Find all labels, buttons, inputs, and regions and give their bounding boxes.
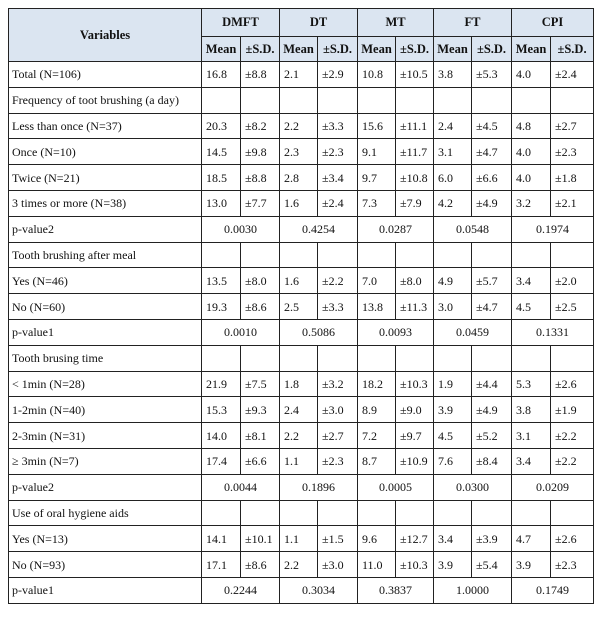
mean-cell: 3.2: [512, 190, 551, 216]
mean-cell: 15.6: [358, 113, 396, 139]
sd-cell: ±5.4: [472, 552, 512, 578]
sd-cell: ±5.7: [472, 268, 512, 294]
table-row: [9, 190, 594, 216]
mean-cell: 2.2: [280, 552, 318, 578]
mean-cell: 1.1: [280, 526, 318, 552]
sd-header: ±S.D.: [241, 37, 280, 62]
empty-cell: [551, 87, 594, 113]
row-label: ≥ 3min (N=7): [9, 448, 202, 474]
empty-cell: [202, 87, 241, 113]
sd-cell: ±2.3: [551, 552, 594, 578]
row-label: 3 times or more (N=38): [9, 190, 202, 216]
sd-cell: ±2.1: [551, 190, 594, 216]
empty-cell: [241, 242, 280, 268]
empty-cell: [472, 500, 512, 526]
sd-cell: ±4.4: [472, 371, 512, 397]
empty-cell: [280, 345, 318, 371]
sd-cell: ±3.3: [318, 113, 358, 139]
empty-cell: [202, 345, 241, 371]
p-value-cell: 0.1974: [512, 216, 594, 242]
sd-cell: ±1.9: [551, 397, 594, 423]
table-row: [9, 165, 594, 191]
sd-cell: ±10.5: [396, 62, 434, 88]
mean-header: Mean: [280, 37, 318, 62]
mean-cell: 16.8: [202, 62, 241, 88]
sd-cell: ±3.0: [318, 397, 358, 423]
empty-cell: [434, 242, 472, 268]
mean-cell: 2.8: [280, 165, 318, 191]
empty-cell: [434, 500, 472, 526]
mean-cell: 13.5: [202, 268, 241, 294]
empty-cell: [396, 242, 434, 268]
table-row: [9, 113, 594, 139]
empty-cell: [358, 345, 396, 371]
mean-cell: 1.6: [280, 268, 318, 294]
p-value-cell: 0.0548: [434, 216, 512, 242]
empty-cell: [551, 242, 594, 268]
sd-cell: ±7.7: [241, 190, 280, 216]
section-row: [9, 345, 594, 371]
sd-cell: ±2.2: [318, 268, 358, 294]
mean-cell: 2.4: [434, 113, 472, 139]
sd-cell: ±9.7: [396, 423, 434, 449]
mean-cell: 7.2: [358, 423, 396, 449]
mean-header: Mean: [512, 37, 551, 62]
sd-cell: ±2.2: [551, 448, 594, 474]
group-header-dmft: DMFT: [202, 9, 280, 37]
sd-cell: ±2.2: [551, 423, 594, 449]
empty-cell: [280, 87, 318, 113]
sd-cell: ±1.5: [318, 526, 358, 552]
row-label: Yes (N=13): [9, 526, 202, 552]
p-value-row: [9, 319, 594, 345]
empty-cell: [358, 500, 396, 526]
group-header-mt: MT: [358, 9, 434, 37]
table-row: [9, 62, 594, 88]
p-value-cell: 0.1896: [280, 474, 358, 500]
header-row-groups: [9, 9, 594, 37]
mean-cell: 11.0: [358, 552, 396, 578]
row-label: Yes (N=46): [9, 268, 202, 294]
p-value-cell: 0.0030: [202, 216, 280, 242]
sd-header: ±S.D.: [472, 37, 512, 62]
mean-cell: 18.2: [358, 371, 396, 397]
sd-cell: ±2.7: [318, 423, 358, 449]
empty-cell: [472, 242, 512, 268]
mean-cell: 7.3: [358, 190, 396, 216]
sd-cell: ±9.3: [241, 397, 280, 423]
sd-cell: ±4.5: [472, 113, 512, 139]
empty-cell: [202, 500, 241, 526]
table-body: [9, 62, 594, 604]
mean-cell: 13.8: [358, 294, 396, 320]
sd-cell: ±4.9: [472, 397, 512, 423]
sd-cell: ±2.3: [318, 139, 358, 165]
empty-cell: [241, 345, 280, 371]
p-value-cell: 0.1749: [512, 577, 594, 603]
sd-cell: ±8.8: [241, 165, 280, 191]
table-row: [9, 139, 594, 165]
sd-cell: ±4.7: [472, 294, 512, 320]
sd-cell: ±3.3: [318, 294, 358, 320]
mean-cell: 2.3: [280, 139, 318, 165]
row-label: Once (N=10): [9, 139, 202, 165]
table-row: [9, 268, 594, 294]
section-row: [9, 87, 594, 113]
sd-cell: ±3.9: [472, 526, 512, 552]
empty-cell: [512, 242, 551, 268]
sd-cell: ±12.7: [396, 526, 434, 552]
empty-cell: [280, 500, 318, 526]
table-row: [9, 448, 594, 474]
mean-cell: 2.5: [280, 294, 318, 320]
mean-cell: 4.0: [512, 139, 551, 165]
sd-cell: ±8.6: [241, 552, 280, 578]
mean-cell: 3.8: [512, 397, 551, 423]
mean-cell: 17.1: [202, 552, 241, 578]
mean-cell: 19.3: [202, 294, 241, 320]
p-value-label: p-value2: [9, 474, 202, 500]
mean-cell: 3.9: [434, 397, 472, 423]
mean-cell: 20.3: [202, 113, 241, 139]
p-value-cell: 0.1331: [512, 319, 594, 345]
row-label: Total (N=106): [9, 62, 202, 88]
empty-cell: [512, 500, 551, 526]
p-value-cell: 0.0209: [512, 474, 594, 500]
sd-cell: ±8.1: [241, 423, 280, 449]
empty-cell: [318, 500, 358, 526]
sd-cell: ±10.3: [396, 552, 434, 578]
mean-cell: 2.4: [280, 397, 318, 423]
empty-cell: [396, 500, 434, 526]
group-header-cpi: CPI: [512, 9, 594, 37]
mean-cell: 18.5: [202, 165, 241, 191]
p-value-cell: 0.3034: [280, 577, 358, 603]
sd-cell: ±2.7: [551, 113, 594, 139]
row-label: 2-3min (N=31): [9, 423, 202, 449]
empty-cell: [434, 345, 472, 371]
p-value-label: p-value1: [9, 319, 202, 345]
sd-cell: ±6.6: [241, 448, 280, 474]
mean-cell: 4.5: [512, 294, 551, 320]
sd-header: ±S.D.: [318, 37, 358, 62]
group-header-dt: DT: [280, 9, 358, 37]
mean-cell: 14.1: [202, 526, 241, 552]
mean-cell: 14.0: [202, 423, 241, 449]
section-row: [9, 500, 594, 526]
empty-cell: [318, 242, 358, 268]
p-value-cell: 0.0093: [358, 319, 434, 345]
sd-cell: ±8.4: [472, 448, 512, 474]
row-label: No (N=93): [9, 552, 202, 578]
row-label: No (N=60): [9, 294, 202, 320]
sd-cell: ±2.6: [551, 526, 594, 552]
section-label: Tooth brusing time: [9, 345, 202, 371]
p-value-cell: 0.3837: [358, 577, 434, 603]
mean-cell: 15.3: [202, 397, 241, 423]
sd-cell: ±8.0: [241, 268, 280, 294]
empty-cell: [512, 345, 551, 371]
table-row: [9, 397, 594, 423]
mean-cell: 4.0: [512, 62, 551, 88]
mean-cell: 1.8: [280, 371, 318, 397]
p-value-cell: 0.0044: [202, 474, 280, 500]
sd-cell: ±2.4: [318, 190, 358, 216]
sd-cell: ±2.0: [551, 268, 594, 294]
sd-header: ±S.D.: [396, 37, 434, 62]
empty-cell: [434, 87, 472, 113]
empty-cell: [241, 500, 280, 526]
p-value-cell: 0.0005: [358, 474, 434, 500]
sd-cell: ±3.0: [318, 552, 358, 578]
mean-header: Mean: [434, 37, 472, 62]
table-row: [9, 294, 594, 320]
mean-cell: 3.9: [512, 552, 551, 578]
p-value-cell: 0.5086: [280, 319, 358, 345]
sd-cell: ±8.6: [241, 294, 280, 320]
sd-cell: ±9.0: [396, 397, 434, 423]
row-label: < 1min (N=28): [9, 371, 202, 397]
sd-header: ±S.D.: [551, 37, 594, 62]
empty-cell: [551, 500, 594, 526]
sd-cell: ±11.3: [396, 294, 434, 320]
sd-cell: ±2.6: [551, 371, 594, 397]
empty-cell: [280, 242, 318, 268]
sd-cell: ±10.9: [396, 448, 434, 474]
p-value-label: p-value1: [9, 577, 202, 603]
sd-cell: ±10.3: [396, 371, 434, 397]
sd-cell: ±2.3: [318, 448, 358, 474]
mean-cell: 3.4: [434, 526, 472, 552]
empty-cell: [202, 242, 241, 268]
sd-cell: ±4.9: [472, 190, 512, 216]
mean-cell: 3.1: [434, 139, 472, 165]
sd-cell: ±2.4: [551, 62, 594, 88]
empty-cell: [551, 345, 594, 371]
mean-header: Mean: [358, 37, 396, 62]
table-container: [8, 8, 594, 604]
group-header-ft: FT: [434, 9, 512, 37]
p-value-cell: 0.0459: [434, 319, 512, 345]
mean-cell: 21.9: [202, 371, 241, 397]
p-value-cell: 0.2244: [202, 577, 280, 603]
mean-cell: 3.9: [434, 552, 472, 578]
mean-cell: 3.4: [512, 268, 551, 294]
mean-cell: 2.2: [280, 113, 318, 139]
p-value-cell: 0.4254: [280, 216, 358, 242]
sd-cell: ±10.1: [241, 526, 280, 552]
sd-cell: ±8.2: [241, 113, 280, 139]
empty-cell: [396, 87, 434, 113]
empty-cell: [358, 87, 396, 113]
table-row: [9, 423, 594, 449]
table-row: [9, 371, 594, 397]
p-value-label: p-value2: [9, 216, 202, 242]
mean-cell: 4.9: [434, 268, 472, 294]
sd-cell: ±2.9: [318, 62, 358, 88]
row-label: 1-2min (N=40): [9, 397, 202, 423]
mean-cell: 5.3: [512, 371, 551, 397]
section-label: Use of oral hygiene aids: [9, 500, 202, 526]
section-label: Tooth brushing after meal: [9, 242, 202, 268]
p-value-cell: 0.0010: [202, 319, 280, 345]
mean-cell: 3.4: [512, 448, 551, 474]
mean-cell: 4.7: [512, 526, 551, 552]
p-value-cell: 1.0000: [434, 577, 512, 603]
mean-cell: 4.8: [512, 113, 551, 139]
mean-cell: 1.6: [280, 190, 318, 216]
mean-cell: 1.1: [280, 448, 318, 474]
p-value-cell: 0.0300: [434, 474, 512, 500]
table-row: [9, 526, 594, 552]
mean-cell: 4.5: [434, 423, 472, 449]
empty-cell: [472, 345, 512, 371]
mean-cell: 7.6: [434, 448, 472, 474]
empty-cell: [396, 345, 434, 371]
section-row: [9, 242, 594, 268]
mean-cell: 13.0: [202, 190, 241, 216]
sd-cell: ±3.4: [318, 165, 358, 191]
empty-cell: [472, 87, 512, 113]
sd-cell: ±8.8: [241, 62, 280, 88]
p-value-row: [9, 474, 594, 500]
variables-header: Variables: [9, 9, 202, 62]
sd-cell: ±7.5: [241, 371, 280, 397]
sd-cell: ±2.3: [551, 139, 594, 165]
sd-cell: ±2.5: [551, 294, 594, 320]
mean-cell: 6.0: [434, 165, 472, 191]
sd-cell: ±8.0: [396, 268, 434, 294]
mean-cell: 9.1: [358, 139, 396, 165]
empty-cell: [318, 345, 358, 371]
sd-cell: ±11.1: [396, 113, 434, 139]
empty-cell: [512, 87, 551, 113]
mean-cell: 3.1: [512, 423, 551, 449]
sd-cell: ±4.7: [472, 139, 512, 165]
table-row: [9, 552, 594, 578]
mean-cell: 9.6: [358, 526, 396, 552]
mean-cell: 4.0: [512, 165, 551, 191]
mean-cell: 17.4: [202, 448, 241, 474]
sd-cell: ±11.7: [396, 139, 434, 165]
mean-cell: 14.5: [202, 139, 241, 165]
mean-cell: 8.7: [358, 448, 396, 474]
sd-cell: ±9.8: [241, 139, 280, 165]
sd-cell: ±1.8: [551, 165, 594, 191]
sd-cell: ±5.2: [472, 423, 512, 449]
mean-cell: 3.8: [434, 62, 472, 88]
row-label: Less than once (N=37): [9, 113, 202, 139]
mean-cell: 8.9: [358, 397, 396, 423]
p-value-row: [9, 577, 594, 603]
sd-cell: ±6.6: [472, 165, 512, 191]
empty-cell: [241, 87, 280, 113]
empty-cell: [358, 242, 396, 268]
mean-cell: 7.0: [358, 268, 396, 294]
data-table: [8, 8, 594, 604]
sd-cell: ±5.3: [472, 62, 512, 88]
mean-cell: 9.7: [358, 165, 396, 191]
empty-cell: [318, 87, 358, 113]
sd-cell: ±7.9: [396, 190, 434, 216]
p-value-row: [9, 216, 594, 242]
sd-cell: ±10.8: [396, 165, 434, 191]
mean-cell: 10.8: [358, 62, 396, 88]
row-label: Twice (N=21): [9, 165, 202, 191]
mean-cell: 3.0: [434, 294, 472, 320]
p-value-cell: 0.0287: [358, 216, 434, 242]
mean-cell: 2.2: [280, 423, 318, 449]
mean-header: Mean: [202, 37, 241, 62]
mean-cell: 1.9: [434, 371, 472, 397]
sd-cell: ±3.2: [318, 371, 358, 397]
mean-cell: 2.1: [280, 62, 318, 88]
section-label: Frequency of toot brushing (a day): [9, 87, 202, 113]
mean-cell: 4.2: [434, 190, 472, 216]
